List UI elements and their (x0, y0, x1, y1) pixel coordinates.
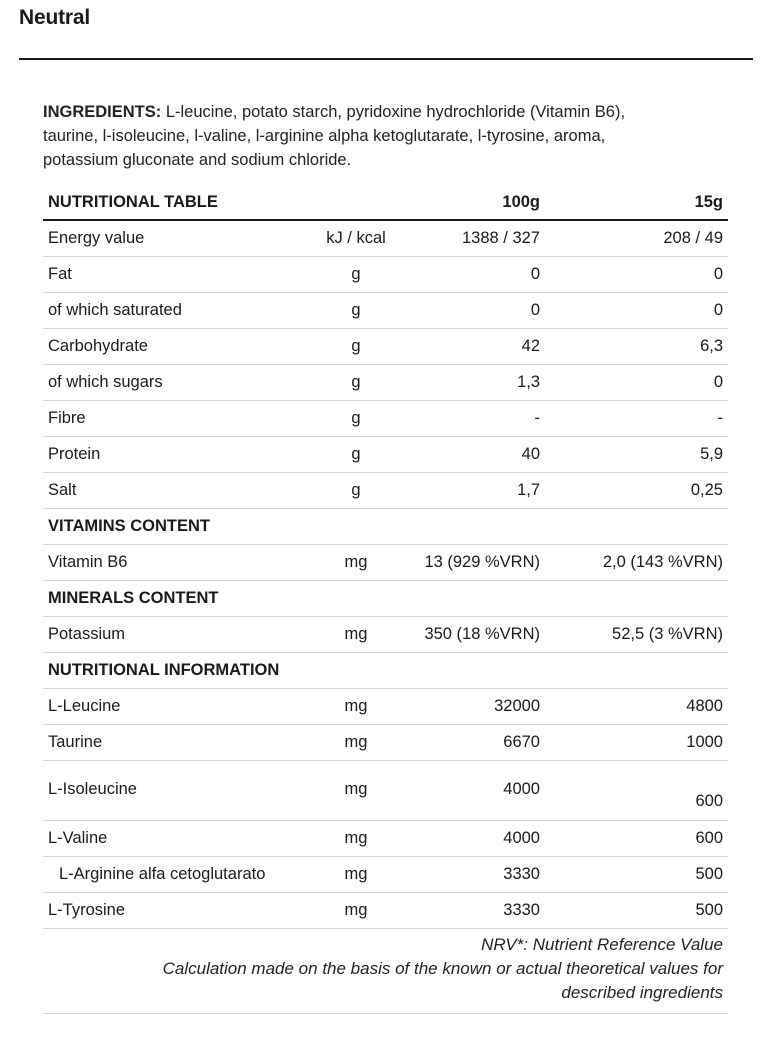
row-unit: mg (344, 733, 368, 751)
row-name: Protein (48, 445, 101, 463)
row-per-100g: - (534, 409, 540, 427)
table-row (43, 857, 728, 893)
row-name: Taurine (48, 733, 103, 751)
table-footnotes (43, 929, 728, 1014)
table-row (43, 365, 728, 401)
row-name: L-Leucine (48, 697, 121, 715)
header-100g: 100g (502, 193, 540, 211)
row-per-100g: 13 (929 %VRN) (424, 553, 540, 571)
row-unit: g (351, 301, 361, 319)
row-name: L-Tyrosine (48, 901, 126, 919)
row-per-100g: 42 (521, 337, 540, 355)
section-heading-minerals (43, 581, 728, 617)
row-per-15g: 0 (713, 265, 723, 283)
table-row (43, 401, 728, 437)
row-per-15g: - (717, 409, 723, 427)
row-unit: mg (344, 553, 368, 571)
row-unit: g (351, 445, 361, 463)
table-row (43, 689, 728, 725)
ingredients-text-line3: potassium gluconate and sodium chloride. (43, 151, 352, 169)
row-per-100g: 6670 (503, 733, 540, 751)
nutrition-table (43, 186, 728, 1014)
row-per-100g: 3330 (503, 865, 540, 883)
row-per-100g: 0 (530, 301, 540, 319)
section-heading-nutritional-information (43, 653, 728, 689)
row-per-100g: 350 (18 %VRN) (424, 625, 540, 643)
row-name: L-Isoleucine (48, 780, 137, 798)
ingredients-block (43, 100, 733, 172)
row-name: Fat (48, 265, 72, 283)
row-name: Energy value (48, 229, 145, 247)
row-per-15g: 5,9 (700, 445, 723, 463)
row-per-15g: 2,0 (143 %VRN) (602, 553, 723, 571)
row-per-100g: 4000 (503, 829, 540, 847)
header-15g: 15g (694, 193, 723, 211)
row-per-15g: 600 (695, 829, 723, 847)
row-per-15g: 0 (713, 373, 723, 391)
table-row (43, 761, 728, 821)
section-title: MINERALS CONTENT (48, 589, 219, 607)
ingredients-text-line1: L-leucine, potato starch, pyridoxine hydrochloride (Vitamin B6), (161, 103, 626, 121)
table-row (43, 437, 728, 473)
row-per-15g: 1000 (686, 733, 723, 751)
row-unit: g (351, 481, 361, 499)
table-row (43, 893, 728, 929)
table-header-row (43, 186, 728, 221)
footnote-calculation-line2: described ingredients (561, 983, 723, 1002)
row-per-15g: 208 / 49 (663, 229, 723, 247)
footnote-calculation-line1: Calculation made on the basis of the known or actual theoretical values for (162, 959, 723, 978)
row-per-15g: 500 (695, 901, 723, 919)
row-name: of which saturated (48, 301, 182, 319)
row-unit: g (351, 373, 361, 391)
row-unit: mg (344, 829, 368, 847)
row-unit: g (351, 409, 361, 427)
section-title: NUTRITIONAL INFORMATION (48, 661, 280, 679)
row-name: Salt (48, 481, 77, 499)
row-per-15g: 6,3 (700, 337, 723, 355)
row-name: L-Valine (48, 829, 108, 847)
row-per-15g: 0 (713, 301, 723, 319)
row-per-100g: 0 (530, 265, 540, 283)
row-per-15g: 600 (695, 792, 723, 810)
row-per-100g: 3330 (503, 901, 540, 919)
table-row (43, 725, 728, 761)
row-name: Carbohydrate (48, 337, 148, 355)
row-name: of which sugars (48, 373, 163, 391)
row-per-100g: 32000 (494, 697, 540, 715)
header-title: NUTRITIONAL TABLE (48, 193, 218, 211)
table-row (43, 473, 728, 509)
row-name: Potassium (48, 625, 126, 643)
row-per-15g: 500 (695, 865, 723, 883)
row-per-100g: 1,7 (517, 481, 540, 499)
row-per-100g: 4000 (503, 780, 540, 798)
table-row (43, 257, 728, 293)
table-row (43, 293, 728, 329)
row-name: L-Arginine alfa cetoglutarato (59, 865, 266, 883)
ingredients-text-line2: taurine, l-isoleucine, l-valine, l-arginine alpha ketoglutarate, l-tyrosine, aroma, (43, 127, 606, 145)
table-row (43, 821, 728, 857)
row-per-100g: 40 (521, 445, 540, 463)
row-unit: g (351, 265, 361, 283)
page-title: Neutral (19, 6, 90, 29)
title-divider (19, 58, 753, 60)
table-row (43, 545, 728, 581)
row-per-15g: 4800 (686, 697, 723, 715)
row-per-15g: 0,25 (690, 481, 723, 499)
row-unit: mg (344, 625, 368, 643)
row-per-100g: 1,3 (517, 373, 540, 391)
row-unit: mg (344, 901, 368, 919)
row-per-15g: 52,5 (3 %VRN) (612, 625, 723, 643)
table-row (43, 329, 728, 365)
row-unit: g (351, 337, 361, 355)
row-name: Fibre (48, 409, 86, 427)
row-per-100g: 1388 / 327 (462, 229, 540, 247)
table-row (43, 617, 728, 653)
section-title: VITAMINS CONTENT (48, 517, 210, 535)
table-row (43, 221, 728, 257)
row-unit: mg (344, 697, 368, 715)
row-unit: mg (344, 780, 368, 798)
section-heading-vitamins (43, 509, 728, 545)
ingredients-label: INGREDIENTS: (43, 103, 162, 121)
row-unit: kJ / kcal (326, 229, 386, 247)
row-unit: mg (344, 865, 368, 883)
footnote-nrv: NRV*: Nutrient Reference Value (481, 935, 723, 954)
row-name: Vitamin B6 (48, 553, 128, 571)
